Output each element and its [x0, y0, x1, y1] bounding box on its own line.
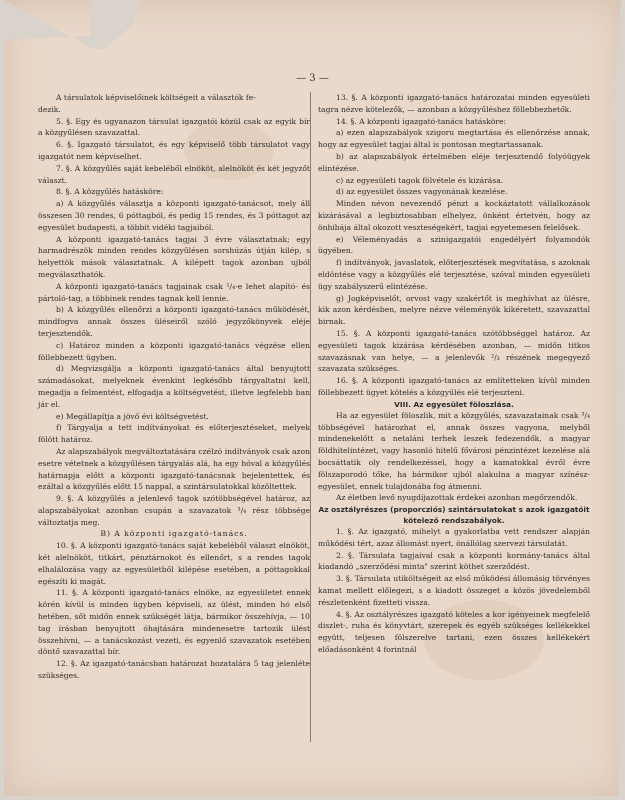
paragraph: Az életben levő nyugdíjazottak érdekei azonban megőrzendők. — [336, 493, 578, 503]
paragraph: 12. §. Az igazgató-tanácsban határozat hozatalára 5 tag jelenléte szükséges. — [38, 659, 310, 681]
left-column — [38, 92, 310, 682]
paragraph: 10. §. A központi igazgató-tanács saját kebeléből választ elnököt, két alelnököt, titkárt, pénztárnokot és ellenőrt, s a rendes tagok elhalálozása vagy az egyesületből kilépése esetében, a póttagokkal egészíti ki magát. — [38, 541, 310, 586]
paragraph: 6. §. Igazgató társulatot, és egy képviselő több társulatot vagy igazgatót nem képviselhet. — [38, 140, 310, 161]
paragraph: 1. §. Az igazgató, mihelyt a gyakorlatba vett rendszer alapján működési tért, azaz állomást nyert, önállólag szervezi társulatát. — [318, 527, 590, 548]
paragraph: b) az alapszabályok értelmében eléje terjesztendő folyóügyek elintézése. — [318, 151, 590, 173]
paragraph: 16. §. A központi igazgató-tanács az említetteken kívül minden föllebbezett ügyet kötelés a közgyűlés elé terjeszteni. — [318, 376, 590, 397]
paragraph: dezik. — [38, 104, 61, 114]
paragraph: Ha az egyesület föloszlik, mit a közgyűlés, szavazatainak csak ³/₄ többségével határozhat el, annak összes vagyona, melyből mindenekelőtt a netaláni terhek leszek fedezendők, a magyar földhitelintézet, vagy hasonló hitelű fővárosi pénzintézet kezelése alá bocsáttatik oly rendelkezéssel, hogy a kamatokkal évről évre fölszaporodó tőke, ha bármikor ujból alakulna a magyar színész-egyesület, ennek tulajdonába fog átmenni. — [318, 410, 590, 491]
paragraph: g) Jogképviselőt, orvost vagy szakértőt is meghívhat az ülésre, kik azon kérdésben, melyre nézve véleményök kikéretett, szavazattal birnak. — [318, 293, 590, 327]
paragraph: e) Véleményadás a szinigazgatói engedélyért folyamodók ügyében. — [318, 234, 590, 256]
right-column — [318, 92, 590, 656]
paragraph: 2. §. Társulata tagjaival csak a központi kormány-tanács által kiadandó „szerződési minta" szerint köthet szerződést. — [318, 550, 590, 572]
paragraph: a) A közgyűlés választja a központi igazgató-tanácsot, mely áll összesen 30 rendes, 6 póttagból, és pedig 15 rendes, és 3 póttagot az egyesület budapesti, a többit vidéki tagjaiból. — [38, 199, 310, 232]
paragraph: 9. §. A közgyűlés a jelenlevő tagok szótöbbségével határoz, az alapszabályokat azonban csupán a szavazatok ³/₄ rész többsége változtatja meg. — [38, 494, 310, 527]
paragraph: a) ezen alapszabályok szigoru megtartása és ellenőrzése annak, hogy az egyesület tagjai által is pontosan megtartassanak. — [318, 128, 590, 150]
paragraph: d) Megvizsgálja a központi igazgató-tanács által benyujtott számadásokat, melyeknek évenkint legkésőbb tárgyaltatni kell, megadja a felmentést, elfogadja a költségvetést, illetve legfelebb ban jár el. — [38, 364, 310, 409]
paragraph: 14. §. A központi igazgató-tanács hatásköre: — [336, 116, 507, 126]
paragraph: c) Határoz minden a központi igazgató-tanács végzése ellen föllebbezett ügyben. — [38, 340, 310, 362]
section-heading: VIII. Az egyesület föloszlása. — [394, 399, 514, 409]
paragraph: 7. §. A közgyűlés saját kebeléből elnököt, alelnököt és két jegyzőt választ. — [38, 163, 310, 185]
paragraph: A központi igazgató-tanács tagjainak csak ¹/₄-e lehet alapító- és pártoló-tag, a többinek rendes tagnak kell lennie. — [38, 281, 310, 303]
paragraph: 13. §. A központi igazgató-tanács határozatai minden egyesületi tagra nézve kötelezők, — azonban a közgyűléshez föllebbezhetők. — [318, 93, 590, 114]
paragraph: b) A közgyűlés ellenőrzi a központi igazgató-tanács működését, mindfogva annak összes üléseiről szóló jegyzőkönyvek eléje terjesztendők. — [38, 305, 310, 338]
paragraph: Minden névon nevezendő pénzt a kockáztatott vállalkozások kizárásával a legbiztosabban elhelyez, önként értetvén, hogy az önhibája által okozott veszteségekért, tagjai egyetemesen felelősek. — [318, 199, 590, 232]
paragraph: d) az egyesület összes vagyonának kezelése. — [336, 187, 508, 197]
paragraph: A központi igazgató-tanács tagjai 3 évre választatnak; egy harmadrészök minden rendes közgyűlésen sorshúzás útján kilép, s helyettök mások választatnak. A kilépett tagok azonban ujból megválaszthatók. — [38, 234, 310, 279]
paragraph: 15. §. A központi igazgató-tanács szótöbbséggel határoz. Az egyesületi tagok kizárása kérdésében azonban, — midőn titkos szavazásnak van helye, — a jelenlevők ²/₃ részének megegyező szavazata szükséges. — [318, 328, 590, 374]
section-heading: B) A központi igazgató-tanács. — [100, 529, 248, 539]
paragraph: f) indítványok, javaslatok, előterjesztések megvitatása, s azoknak eldöntése vagy a közgyűlés elé terjesztése, szóval minden egyesületi ügy szabályszerű elintézése. — [318, 258, 590, 291]
paragraph: A társulatok képviselőinek költségeit a választók fe- — [56, 93, 256, 102]
paragraph: c) az egyesületi tagok fölvétele és kizárása. — [336, 175, 504, 185]
page-number: — 3 — — [296, 73, 329, 84]
paragraph: Az alapszabályok megváltoztatására czélzó indítványok csak azon esetre vétetnek a közgyűlésen tárgyalás alá, ha egy hóval a közgyűlés határnapja előtt a központi igazgató-tanácsnak bejelentettek, és ezáltal a közgyűlés előtt 15 nappal, a szintársulatokkal közöltettek. — [38, 446, 310, 492]
paragraph: 3. §. Társulata utiköltségeit az első működési állomásig törvényes kamat mellett előlegezi, s a kiadott összeget a közös jövedelemből részletenként fizetteti vissza. — [318, 574, 590, 607]
paragraph: 4. §. Az osztályrészes igazgató köteles a kor igényeinek megfelelő diszlet-, ruha és könyvtárt, szerepek és egyéb szükséges kellékekkel együtt, teljesen fölszerelve tartani, ezen összes kellékekért előadásonként 4 forintnál — [318, 609, 590, 655]
paragraph: 11. §. A központi igazgató-tanács elnöke, az egyesületet ennek körén kívül is minden ügyben képviseli, az ülést, minden hó első hetében, sőt midőn ennek szükségét látja, bármikor összehívja, — 10 tag írásban benyujtott óhajtására mindenesetre tartozik ülést összehívni, — a tanácskozást vezeti, és egyenlő szavazatok esetében döntő szavazattal bír. — [38, 588, 310, 657]
paragraph: f) Tárgyalja a tett indítványokat és előterjesztéseket, melyek fölött határoz. — [38, 423, 310, 445]
column-divider — [310, 92, 311, 742]
paragraph: e) Megállapítja a jövő évi költségvetést. — [56, 411, 209, 421]
paragraph: 5. §. Egy és ugyanazon társulat igazgatói közül csak az egyik bír a közgyűlésen szavazattal. — [38, 116, 310, 138]
section-heading: Az osztályrészes (proporcziós) szintársulatokat s azok igazgatóit kötelező rendszabályok. — [318, 505, 590, 526]
paragraph: 8. §. A közgyűlés hatásköre: — [56, 187, 164, 197]
